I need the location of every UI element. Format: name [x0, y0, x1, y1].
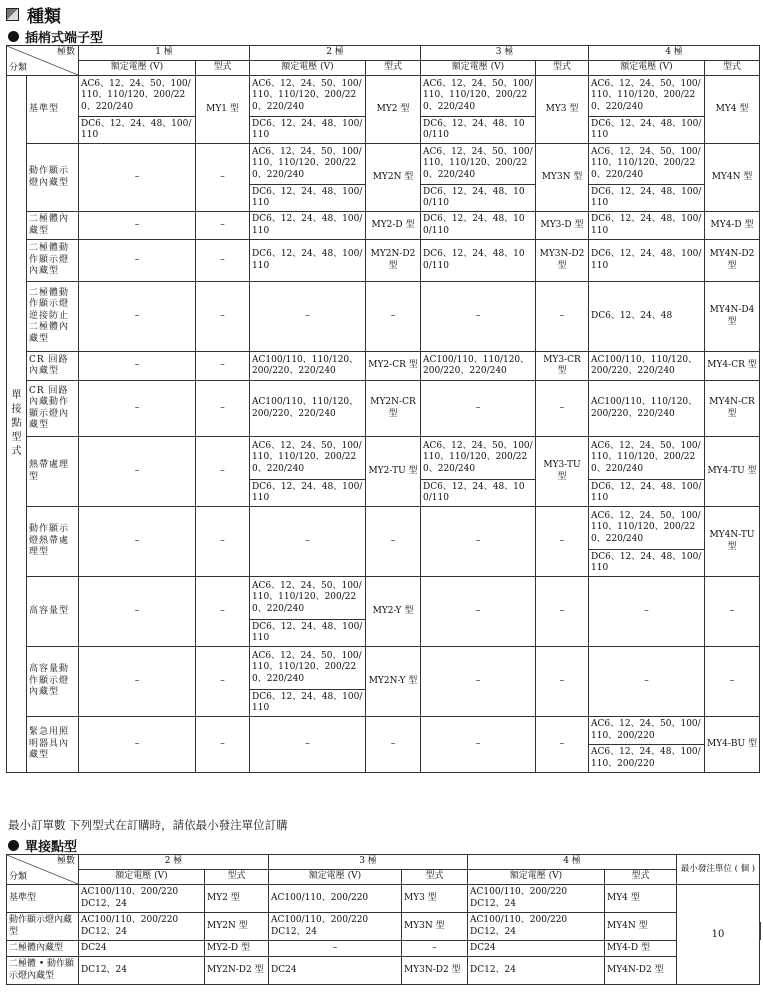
cell-model: MY2N-D2 型: [205, 957, 269, 985]
cell-voltage: –: [79, 282, 196, 352]
cell-model: –: [196, 240, 250, 282]
cell-voltage: AC6、12、24、50、100/110、110/120、200/220、220/240: [421, 144, 536, 185]
header-model: 型式: [402, 870, 468, 885]
row-label-tropical: 熱帶處理型: [27, 437, 79, 507]
cell-voltage: AC100/110、200/220 DC12、24: [269, 913, 402, 941]
cell-voltage: AC6、12、24、50、100/110、110/120、200/220、220/240: [250, 144, 366, 185]
cell-voltage: –: [250, 507, 366, 577]
cell-voltage: AC100/110、200/220 DC12、24: [79, 913, 205, 941]
cell-voltage: –: [250, 717, 366, 773]
header-pole4: 4 極: [589, 46, 760, 61]
cell-voltage: –: [589, 647, 705, 717]
row-label-diode-indicator: 二極體 • 動作顯示燈內藏型: [7, 957, 79, 985]
cell-voltage: AC6、12、24、50、100/110、110/120、200/220、220/240: [79, 76, 196, 117]
cell-voltage: DC24: [79, 941, 205, 957]
header-pole1: 1 極: [79, 46, 250, 61]
cell-voltage: –: [421, 647, 536, 717]
row-label-high-capacity: 高容量型: [27, 577, 79, 647]
header-pole3: 3 極: [421, 46, 589, 61]
header-min-unit: 最小發注單位 ( 個 ): [677, 855, 760, 885]
cell-voltage: DC12、24: [468, 957, 605, 985]
header-poles: 極數: [56, 47, 75, 57]
cell-model: –: [196, 577, 250, 647]
cell-model: MY3 型: [536, 76, 589, 144]
page-heading: [6, 3, 61, 25]
types-table: [6, 45, 760, 773]
section2-title: 單接點型: [25, 839, 78, 855]
cell-voltage: AC100/110、110/120、200/220、220/240: [250, 352, 366, 381]
cell-voltage: –: [79, 647, 196, 717]
cell-model: MY2N-Y 型: [366, 647, 421, 717]
cell-model: –: [196, 212, 250, 240]
cell-model: –: [196, 381, 250, 437]
cell-model: MY4-TU 型: [705, 437, 760, 507]
cell-model: –: [366, 282, 421, 352]
cell-voltage: –: [79, 717, 196, 773]
cell-voltage: DC6、12、24、48、100/110: [250, 117, 366, 144]
cell-model: MY3N-D2 型: [536, 240, 589, 282]
section2-heading: [6, 837, 77, 853]
cell-model: MY2-CR 型: [366, 352, 421, 381]
header-pole4: 4 極: [468, 855, 677, 870]
cell-voltage: AC6、12、24、50、100/110、110/120、200/220、220/240: [250, 577, 366, 620]
cell-model: MY2-Y 型: [366, 577, 421, 647]
side-label: 單接點型式: [7, 76, 27, 773]
cell-model: MY2N 型: [366, 144, 421, 212]
cell-voltage: DC6、12、24、48、100/110: [79, 117, 196, 144]
cell-voltage: AC6、12、24、50、100/110、110/120、200/220、220/240: [250, 437, 366, 480]
cell-voltage: DC6、12、24、48、100/110: [250, 240, 366, 282]
cell-model: –: [196, 717, 250, 773]
header-voltage: 額定電壓 (V): [589, 61, 705, 76]
cell-voltage: AC6、12、24、50、100/110、110/120、200/220、220/240: [421, 76, 536, 117]
page-title: 種類: [27, 6, 61, 27]
cell-model: MY4N-D2 型: [605, 957, 677, 985]
cell-model: MY2-D 型: [366, 212, 421, 240]
square-bullet-icon: [6, 8, 19, 21]
header-poles: 極數: [56, 856, 75, 866]
cell-voltage: DC6、12、24、48、100/110: [589, 212, 705, 240]
cell-model: –: [536, 577, 589, 647]
header-voltage: 額定電壓 (V): [269, 870, 402, 885]
cell-voltage: –: [421, 381, 536, 437]
cell-voltage: –: [79, 507, 196, 577]
cell-model: –: [705, 577, 760, 647]
cell-voltage: AC100/110、110/120、200/220、220/240: [250, 381, 366, 437]
cell-model: MY4 型: [605, 885, 677, 913]
cell-voltage: –: [269, 941, 402, 957]
row-label-cr: CR 回路內藏型: [27, 352, 79, 381]
edge-mark: [759, 922, 761, 940]
cell-voltage: –: [79, 577, 196, 647]
cell-model: MY4 型: [705, 76, 760, 144]
min-order-note: 最小訂單數 下列型式在訂購時，請依最小發注單位訂購: [8, 818, 288, 832]
cell-voltage: AC100/110、200/220 DC12、24: [468, 913, 605, 941]
header-category: 分類: [9, 62, 28, 73]
cell-voltage: AC6、12、24、50、100/110、110/120、200/220、220/240: [250, 76, 366, 117]
cell-voltage: DC6、12、24、48、100/110: [421, 212, 536, 240]
cell-voltage: AC6、12、24、50、100/110、200/220: [589, 717, 705, 745]
cell-voltage: AC6、12、24、50、100/110、110/120、200/220、220/240: [589, 144, 705, 185]
cell-model: –: [402, 941, 468, 957]
cell-voltage: DC6、12、24、48: [589, 282, 705, 352]
row-label-reverse: 二極體動作顯示燈逆接防止二極體內藏型: [27, 282, 79, 352]
min-order-table: [6, 854, 760, 985]
cell-voltage: –: [79, 352, 196, 381]
cell-model: MY2N 型: [205, 913, 269, 941]
cell-voltage: DC6、12、24、48、100/110: [589, 240, 705, 282]
cell-model: MY3N 型: [536, 144, 589, 212]
cell-model: –: [366, 717, 421, 773]
header-poles-category: [7, 855, 79, 885]
cell-model: –: [536, 507, 589, 577]
min-unit-value: 10: [677, 885, 760, 985]
cell-model: MY2-TU 型: [366, 437, 421, 507]
cell-voltage: AC6、12、24、50、100/110、110/120、200/220、220/240: [589, 507, 705, 550]
row-label-cr-indicator: CR 回路內藏動作顯示燈內藏型: [27, 381, 79, 437]
cell-voltage: –: [421, 717, 536, 773]
row-label-tropical-indicator: 動作顯示燈熱帶處理型: [27, 507, 79, 577]
cell-model: MY3-D 型: [536, 212, 589, 240]
section1-title: 插梢式端子型: [25, 30, 104, 46]
cell-model: MY4N-D2 型: [705, 240, 760, 282]
cell-model: MY4N 型: [605, 913, 677, 941]
cell-voltage: –: [421, 577, 536, 647]
cell-voltage: AC6、12、24、50、100/110、110/120、200/220、220/240: [421, 437, 536, 480]
cell-model: MY4N 型: [705, 144, 760, 212]
cell-voltage: DC6、12、24、48、100/110: [589, 117, 705, 144]
row-label-basic: 基準型: [27, 76, 79, 144]
header-pole2: 2 極: [250, 46, 421, 61]
cell-model: MY2 型: [366, 76, 421, 144]
cell-model: MY3 型: [402, 885, 468, 913]
header-category: 分類: [9, 871, 28, 882]
cell-voltage: –: [250, 282, 366, 352]
cell-voltage: DC24: [468, 941, 605, 957]
cell-model: MY2N-CR 型: [366, 381, 421, 437]
cell-voltage: –: [421, 507, 536, 577]
cell-voltage: DC6、12、24、48、100/110: [589, 480, 705, 507]
cell-model: –: [536, 717, 589, 773]
cell-model: MY4N-D4 型: [705, 282, 760, 352]
header-model: 型式: [196, 61, 250, 76]
cell-model: MY4-D 型: [705, 212, 760, 240]
cell-model: MY2N-D2 型: [366, 240, 421, 282]
header-pole2: 2 極: [79, 855, 269, 870]
circle-bullet-icon: [8, 31, 19, 42]
cell-model: MY3N 型: [402, 913, 468, 941]
header-voltage: 額定電壓 (V): [421, 61, 536, 76]
cell-voltage: AC6、12、24、50、100/110、110/120、200/220、220/240: [250, 647, 366, 690]
row-label-emergency: 緊急用照明器具內藏型: [27, 717, 79, 773]
cell-voltage: AC6、12、24、50、100/110、110/120、200/220、220/240: [589, 76, 705, 117]
section1-heading: [6, 28, 103, 44]
header-voltage: 額定電壓 (V): [79, 870, 205, 885]
cell-voltage: AC6、12、24、48、100/110、200/220: [589, 745, 705, 773]
cell-voltage: AC100/110、200/220: [269, 885, 402, 913]
cell-model: MY4N-CR 型: [705, 381, 760, 437]
row-label-diode: 二極體內藏型: [27, 212, 79, 240]
cell-voltage: –: [79, 240, 196, 282]
cell-voltage: AC100/110、110/120、200/220、220/240: [421, 352, 536, 381]
cell-model: –: [196, 647, 250, 717]
header-model: 型式: [205, 870, 269, 885]
cell-model: –: [196, 144, 250, 212]
cell-voltage: AC6、12、24、50、100/110、110/120、200/220、220/240: [589, 437, 705, 480]
cell-model: –: [366, 507, 421, 577]
cell-model: MY4-D 型: [605, 941, 677, 957]
header-model: 型式: [536, 61, 589, 76]
cell-voltage: DC6、12、24、48、100/110: [589, 550, 705, 577]
cell-model: –: [196, 352, 250, 381]
cell-model: MY2-D 型: [205, 941, 269, 957]
cell-model: MY3N-D2 型: [402, 957, 468, 985]
cell-model: MY3-TU 型: [536, 437, 589, 507]
row-label-diode-indicator: 二極體動作顯示燈內藏型: [27, 240, 79, 282]
header-poles-category: [7, 46, 79, 76]
header-voltage: 額定電壓 (V): [250, 61, 366, 76]
cell-voltage: AC100/110、110/120、200/220、220/240: [589, 352, 705, 381]
row-label-diode: 二極體內藏型: [7, 941, 79, 957]
cell-voltage: DC6、12、24、48、100/110: [421, 240, 536, 282]
cell-voltage: –: [589, 577, 705, 647]
cell-voltage: DC6、12、24、48、100/110: [421, 185, 536, 212]
header-pole3: 3 極: [269, 855, 468, 870]
cell-model: –: [196, 282, 250, 352]
cell-voltage: –: [79, 381, 196, 437]
cell-voltage: DC6、12、24、48、100/110: [250, 212, 366, 240]
row-label-indicator: 動作顯示燈內藏型: [7, 913, 79, 941]
header-voltage: 額定電壓 (V): [79, 61, 196, 76]
row-label-indicator: 動作顯示燈內藏型: [27, 144, 79, 212]
cell-voltage: –: [421, 282, 536, 352]
cell-voltage: DC24: [269, 957, 402, 985]
header-model: 型式: [366, 61, 421, 76]
cell-voltage: DC12、24: [79, 957, 205, 985]
cell-voltage: –: [79, 144, 196, 212]
cell-model: –: [705, 647, 760, 717]
cell-voltage: AC100/110、200/220 DC12、24: [468, 885, 605, 913]
cell-voltage: DC6、12、24、48、100/110: [421, 480, 536, 507]
cell-model: –: [196, 437, 250, 507]
cell-model: MY4-BU 型: [705, 717, 760, 773]
header-model: 型式: [605, 870, 677, 885]
cell-model: –: [536, 647, 589, 717]
cell-voltage: –: [79, 437, 196, 507]
cell-model: –: [196, 507, 250, 577]
row-label-high-capacity-indicator: 高容量動作顯示燈內藏型: [27, 647, 79, 717]
cell-model: MY4-CR 型: [705, 352, 760, 381]
cell-model: –: [536, 282, 589, 352]
cell-voltage: DC6、12、24、48、100/110: [250, 620, 366, 647]
cell-voltage: DC6、12、24、48、100/110: [421, 117, 536, 144]
cell-model: MY1 型: [196, 76, 250, 144]
cell-voltage: DC6、12、24、48、100/110: [250, 185, 366, 212]
cell-voltage: DC6、12、24、48、100/110: [589, 185, 705, 212]
cell-voltage: DC6、12、24、48、100/110: [250, 480, 366, 507]
header-model: 型式: [705, 61, 760, 76]
cell-model: MY4N-TU 型: [705, 507, 760, 577]
header-voltage: 額定電壓 (V): [468, 870, 605, 885]
cell-voltage: DC6、12、24、48、100/110: [250, 690, 366, 717]
cell-voltage: AC100/110、110/120、200/220、220/240: [589, 381, 705, 437]
cell-model: –: [536, 381, 589, 437]
cell-voltage: AC100/110、200/220 DC12、24: [79, 885, 205, 913]
row-label-basic: 基準型: [7, 885, 79, 913]
cell-model: MY3-CR 型: [536, 352, 589, 381]
cell-voltage: –: [79, 212, 196, 240]
circle-bullet-icon: [8, 840, 19, 851]
cell-model: MY2 型: [205, 885, 269, 913]
